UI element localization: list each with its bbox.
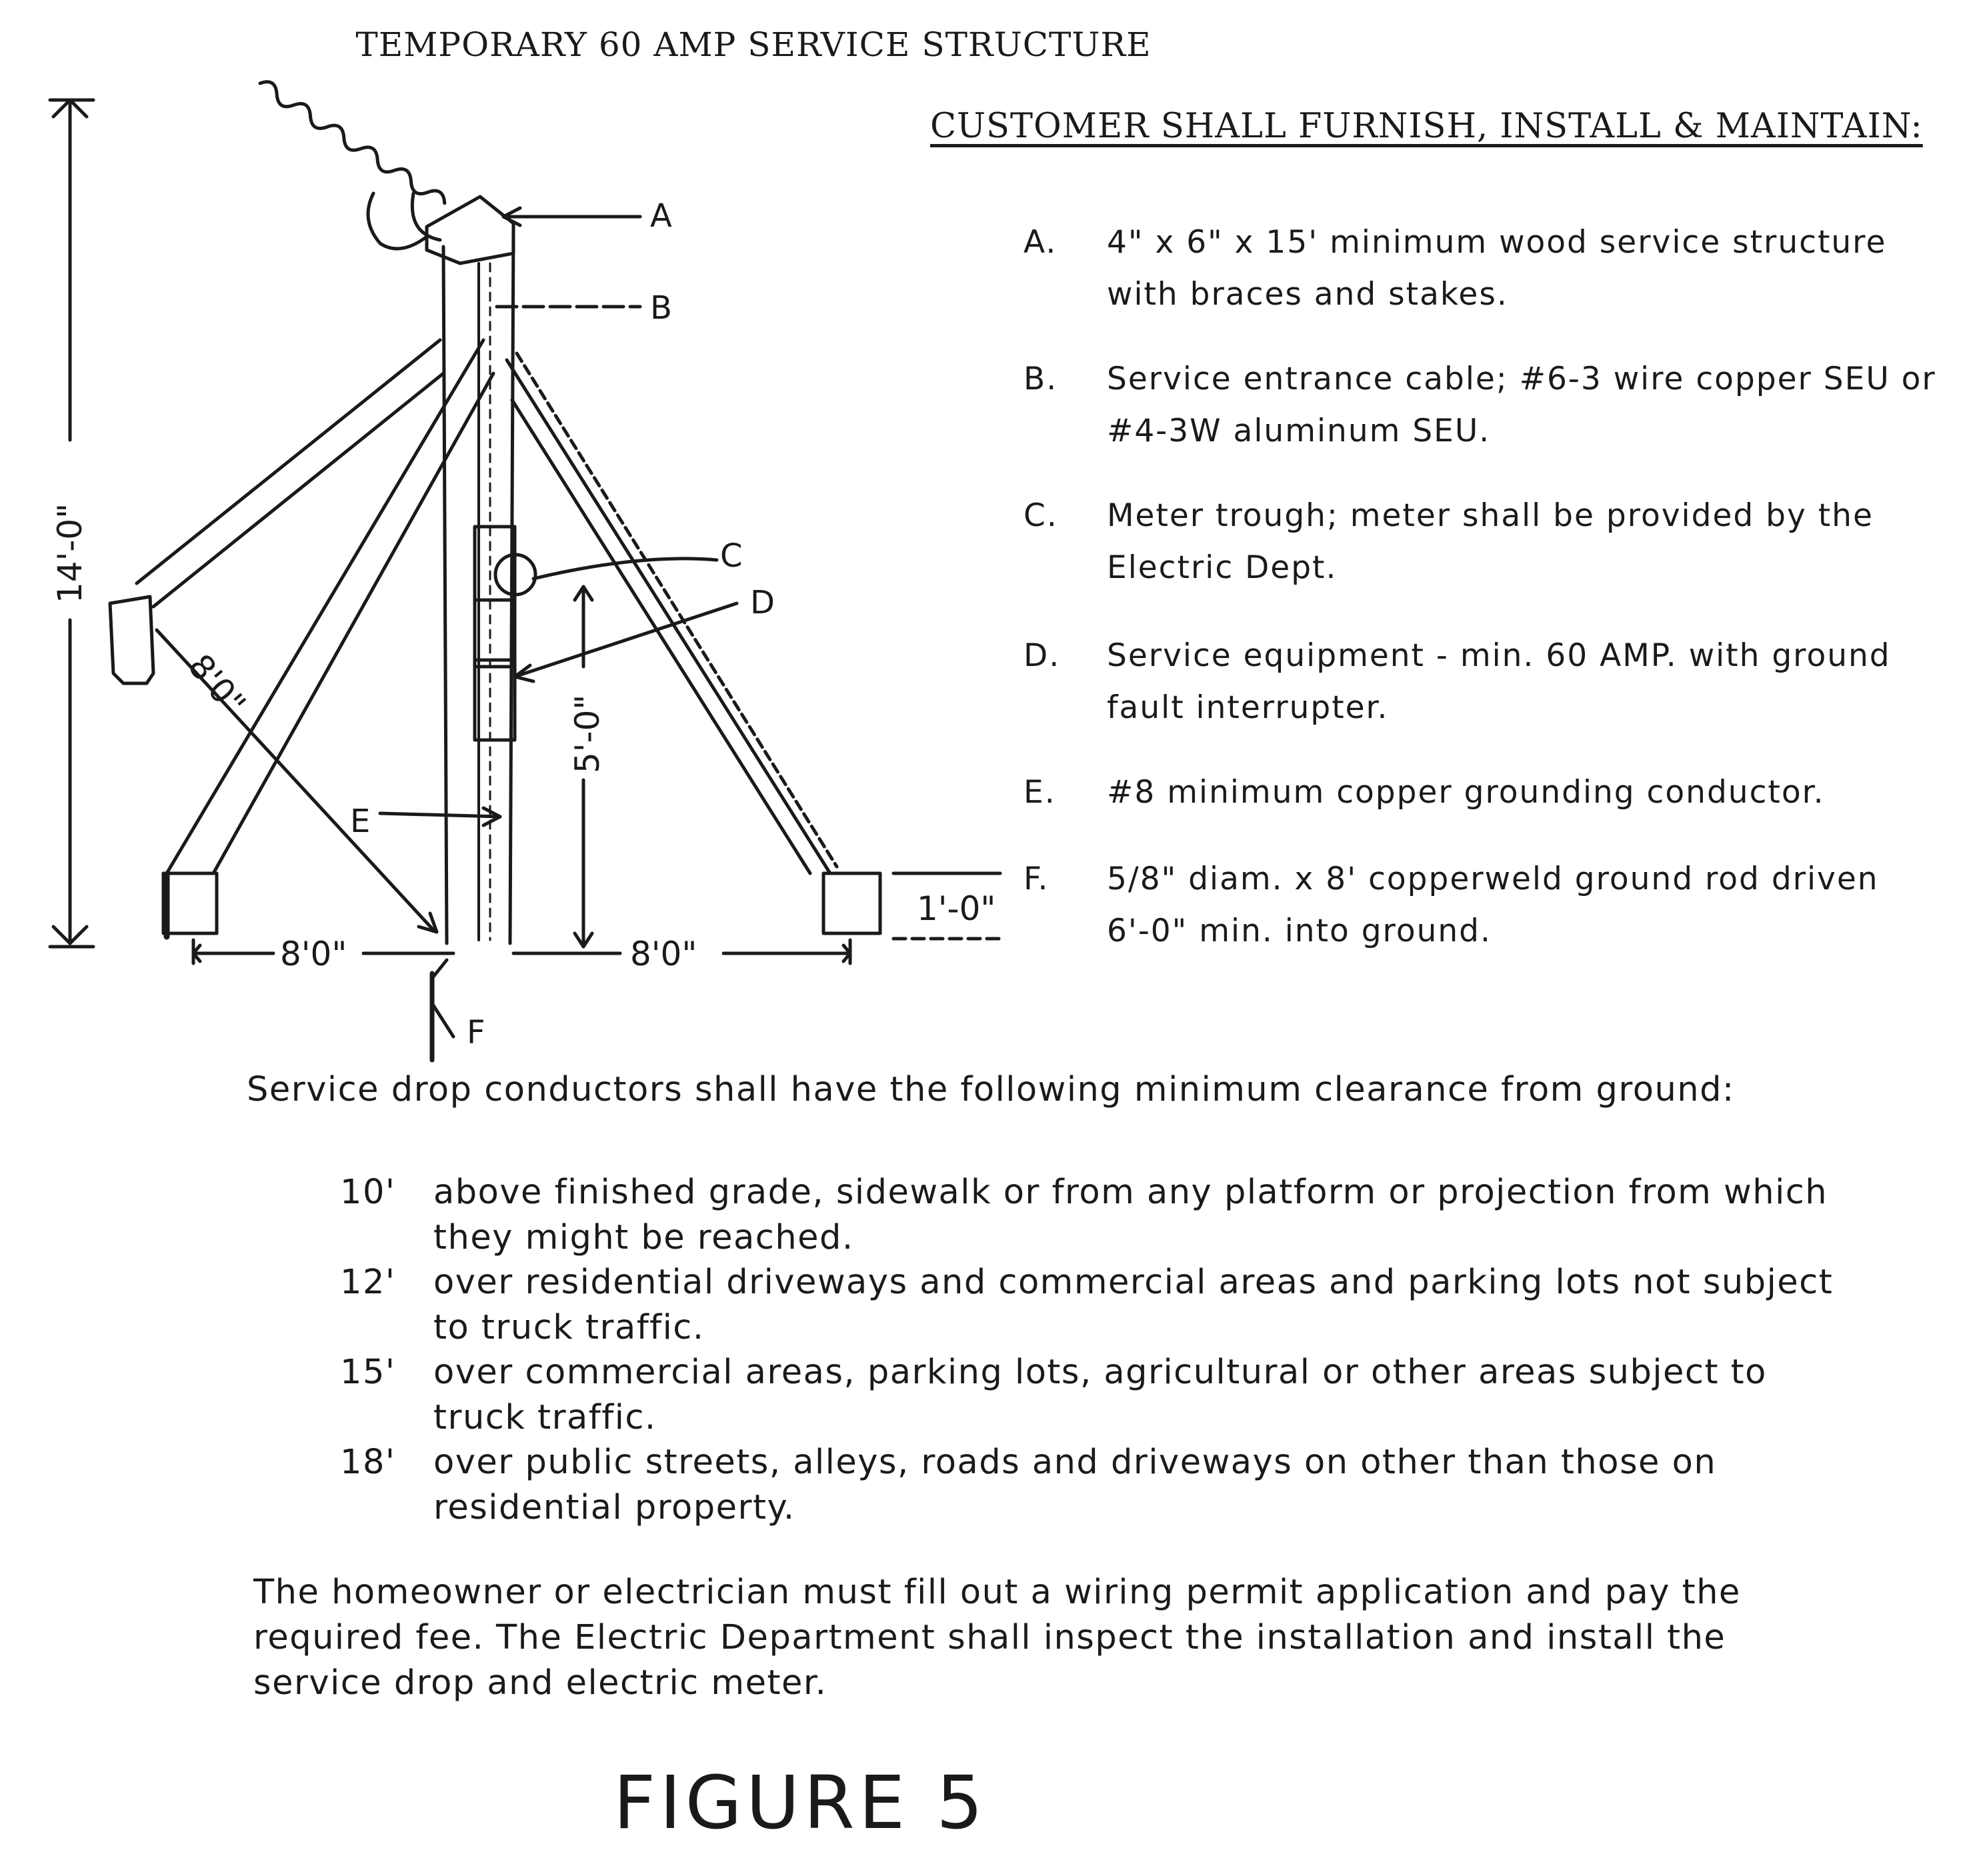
customer-heading: CUSTOMER SHALL FURNISH, INSTALL & MAINTAIN: [930, 107, 1923, 146]
label-b: B [650, 289, 672, 327]
customer-item-c [1024, 490, 1957, 594]
clearance-item-15 [340, 1350, 1840, 1441]
leader-f [432, 1003, 453, 1037]
clearance-height: 12' [340, 1263, 396, 1302]
right-diagonal-brace [507, 353, 880, 933]
right-base-dimension: 8'0" [630, 935, 697, 973]
item-letter: D. [1024, 637, 1061, 674]
service-structure-diagram [0, 0, 1040, 1080]
clearance-item-12 [340, 1260, 1840, 1351]
page-title: TEMPORARY 60 AMP SERVICE STRUCTURE [355, 25, 1152, 64]
leader-d [515, 603, 737, 677]
label-d: D [750, 584, 775, 621]
clearance-text: over public streets, alleys, roads and driveways on other than those on residential property. [433, 1443, 1717, 1527]
customer-item-d [1024, 630, 1957, 734]
customer-item-b [1024, 353, 1957, 457]
ground-rod [432, 960, 447, 1060]
clearance-text: above finished grade, sidewalk or from any platform or projection from which they might be reached. [433, 1173, 1828, 1257]
meter-trough [475, 527, 535, 740]
item-text: 5/8" diam. x 8' copperweld ground rod driven 6'-0" min. into ground. [1107, 861, 1879, 949]
service-structure-post [427, 197, 513, 943]
height-dimension: 14'-0" [51, 503, 89, 603]
stake-depth-dimension: 1'-0" [917, 889, 996, 928]
item-text: #8 minimum copper grounding conductor. [1107, 774, 1825, 811]
item-letter: A. [1024, 224, 1058, 261]
customer-item-a [1024, 217, 1957, 321]
item-letter: F. [1024, 861, 1050, 897]
item-letter: E. [1024, 774, 1056, 811]
brace-dimension: 8'0" [180, 647, 253, 723]
meter-height-dimension: 5'-0" [568, 694, 607, 773]
closing-paragraph: The homeowner or electrician must fill out a wiring permit application and pay the required fee. The Electric Department shall inspect the installation and install the service drop and electric meter. [253, 1573, 1741, 1703]
clearance-text: over residential driveways and commercial areas and parking lots not subject to truck traffic. [433, 1263, 1834, 1347]
clearance-height: 15' [340, 1353, 396, 1392]
clearance-item-18 [340, 1440, 1840, 1531]
service-drop-cable [257, 78, 449, 209]
left-base-dimension: 8'0" [280, 935, 347, 973]
clearance-height: 18' [340, 1443, 396, 1482]
label-e: E [350, 803, 371, 840]
label-c: C [720, 537, 743, 575]
item-text: 4" x 6" x 15' minimum wood service structure with braces and stakes. [1107, 224, 1887, 313]
customer-item-e [1024, 767, 1957, 819]
label-f: F [467, 1014, 485, 1051]
label-a: A [650, 197, 672, 235]
clearance-intro: Service drop conductors shall have the following minimum clearance from ground: [247, 1070, 1735, 1109]
item-letter: C. [1024, 497, 1058, 534]
customer-item-f [1024, 853, 1957, 957]
item-text: Service equipment - min. 60 AMP. with ground fault interrupter. [1107, 637, 1891, 726]
item-text: Meter trough; meter shall be provided by the Electric Dept. [1107, 497, 1874, 586]
clearance-height: 10' [340, 1173, 396, 1212]
leader-c [533, 559, 717, 579]
figure-caption: FIGURE 5 [613, 1760, 987, 1845]
item-text: Service entrance cable; #6-3 wire copper SEU or #4-3W aluminum SEU. [1107, 361, 1936, 449]
item-letter: B. [1024, 361, 1058, 397]
clearance-item-10 [340, 1170, 1840, 1261]
clearance-text: over commercial areas, parking lots, agricultural or other areas subject to truck traffic. [433, 1353, 1767, 1437]
leader-e [380, 813, 500, 817]
